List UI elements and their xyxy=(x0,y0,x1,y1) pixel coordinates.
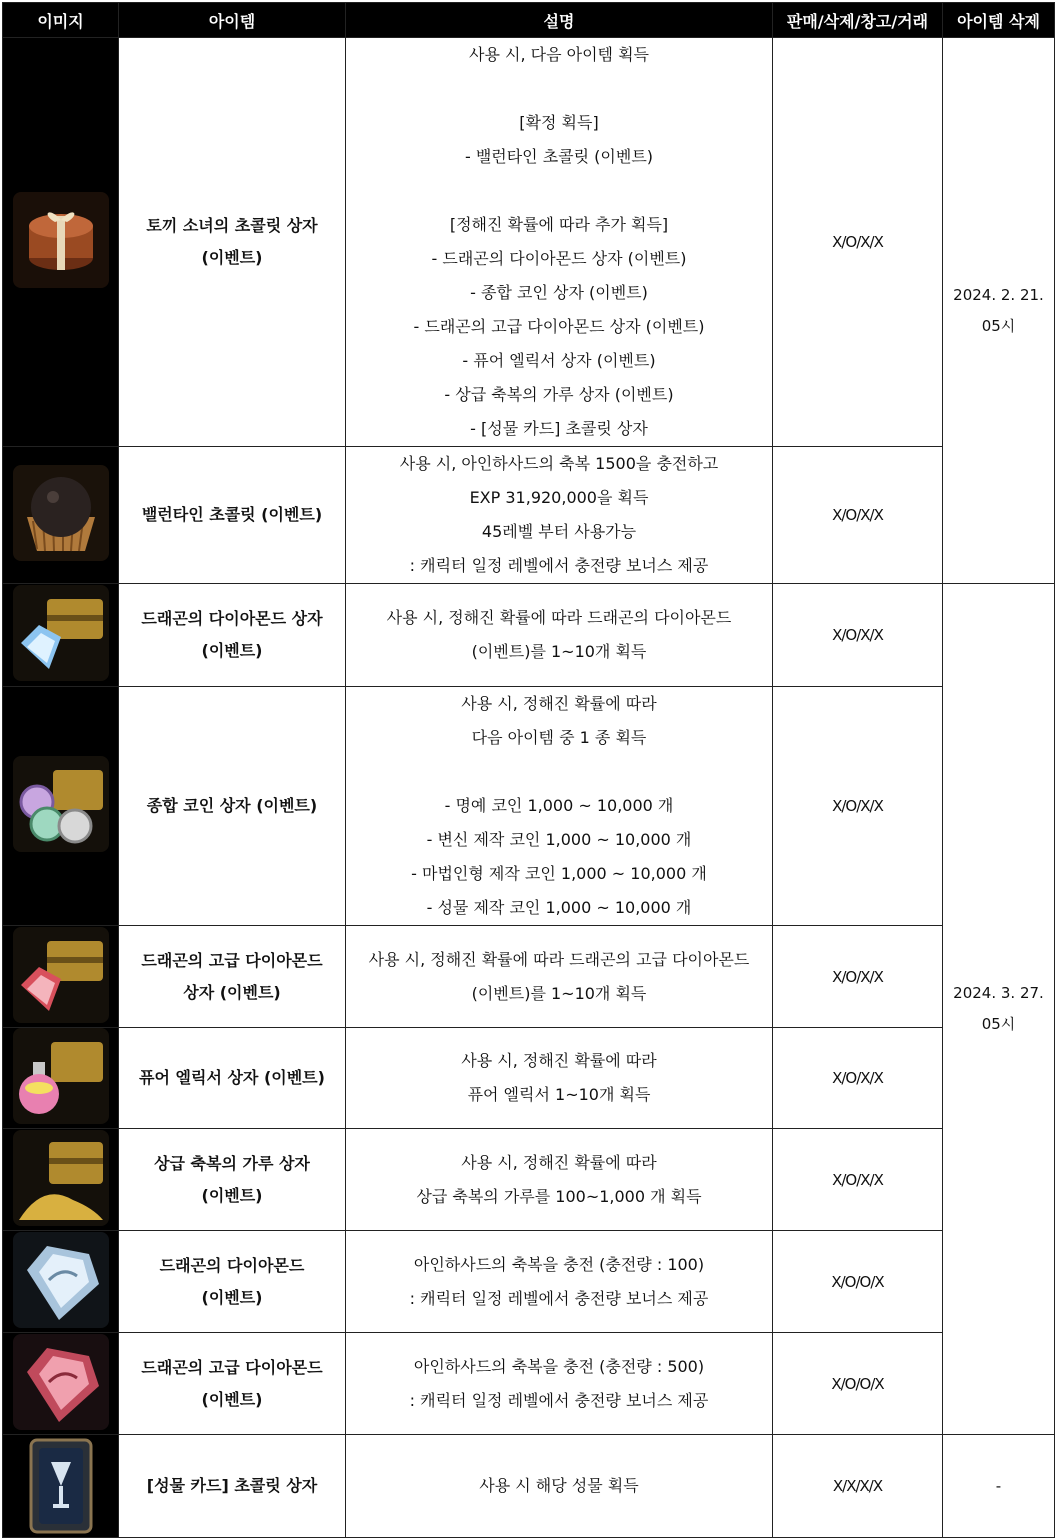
table-row xyxy=(3,1333,1055,1435)
description-line: - 퓨어 엘릭서 상자 (이벤트) xyxy=(462,351,656,370)
description-line: - 상급 축복의 가루 상자 (이벤트) xyxy=(444,385,674,404)
description-cell xyxy=(346,447,773,584)
description-cell xyxy=(346,1333,773,1435)
description-cell xyxy=(346,926,773,1028)
header-image: 이미지 xyxy=(3,3,119,38)
description-line: - [성물 카드] 초콜릿 상자 xyxy=(470,419,648,438)
description-line: 사용 시, 다음 아이템 획득 xyxy=(469,45,649,64)
item-name: 상자 (이벤트) xyxy=(183,982,281,1002)
description-line: (이벤트)를 1~10개 획득 xyxy=(471,642,647,661)
header-item: 아이템 xyxy=(119,3,346,38)
description-line xyxy=(346,72,772,106)
item-name-cell xyxy=(119,687,346,926)
flags-cell: X/O/X/X xyxy=(773,38,943,447)
item-name-cell xyxy=(119,1129,346,1231)
table-row xyxy=(3,926,1055,1028)
dragon-high-diamond-chest-icon xyxy=(13,927,109,1023)
image-cell xyxy=(3,447,119,584)
description-line: 다음 아이템 중 1 종 획득 xyxy=(471,728,647,747)
table-row xyxy=(3,584,1055,687)
flags-cell: X/O/X/X xyxy=(773,687,943,926)
flags-cell: X/O/X/X xyxy=(773,447,943,584)
description-cell xyxy=(346,1129,773,1231)
header-row xyxy=(3,3,1055,38)
flags-cell: X/X/X/X xyxy=(773,1435,943,1538)
flags-cell: X/O/O/X xyxy=(773,1333,943,1435)
blessing-powder-chest-icon xyxy=(13,1130,109,1226)
description-cell xyxy=(346,1435,773,1538)
description-line: : 캐릭터 일정 레벨에서 충전량 보너스 제공 xyxy=(409,1288,709,1308)
item-name: 상급 축복의 가루 상자 xyxy=(154,1153,310,1173)
delete-time: 05시 xyxy=(981,316,1016,335)
description-cell xyxy=(346,38,773,447)
item-name: 드래곤의 고급 다이아몬드 xyxy=(141,950,323,970)
description-line: 사용 시, 정해진 확률에 따라 드래곤의 고급 다이아몬드 xyxy=(368,949,750,969)
description-line: - 마법인형 제작 코인 1,000 ~ 10,000 개 xyxy=(411,864,707,883)
item-name: (이벤트) xyxy=(201,1287,263,1307)
table-row xyxy=(3,447,1055,584)
item-name: 토끼 소녀의 초콜릿 상자 xyxy=(146,216,318,235)
item-name: (이벤트) xyxy=(201,1389,263,1409)
description-line: 상급 축복의 가루를 100~1,000 개 획득 xyxy=(416,1186,702,1206)
flags-cell: X/O/X/X xyxy=(773,926,943,1028)
item-name-cell xyxy=(119,1231,346,1333)
delete-date-cell xyxy=(943,1435,1055,1538)
item-name-cell xyxy=(119,584,346,687)
description-line: - 변신 제작 코인 1,000 ~ 10,000 개 xyxy=(426,830,692,849)
dragon-diamond-chest-icon xyxy=(13,585,109,681)
table-row xyxy=(3,1129,1055,1231)
description-cell xyxy=(346,687,773,926)
delete-date: - xyxy=(995,1476,1002,1495)
image-cell xyxy=(3,926,119,1028)
description-line: 사용 시, 정해진 확률에 따라 드래곤의 다이아몬드 xyxy=(386,608,732,627)
item-name: (이벤트) xyxy=(201,1185,263,1205)
table-row xyxy=(3,1435,1055,1538)
image-cell xyxy=(3,687,119,926)
chocolate-truffle-icon xyxy=(13,465,109,561)
image-cell xyxy=(3,1129,119,1231)
item-table xyxy=(2,2,1055,1538)
delete-date-cell xyxy=(943,38,1055,584)
description-line: - 종합 코인 상자 (이벤트) xyxy=(470,283,648,302)
item-name: 드래곤의 다이아몬드 xyxy=(159,1255,305,1275)
description-cell xyxy=(346,584,773,687)
header-description: 설명 xyxy=(346,3,773,38)
description-line: 사용 시, 정해진 확률에 따라 xyxy=(461,1051,657,1070)
flags-cell: X/O/X/X xyxy=(773,1129,943,1231)
delete-time: 05시 xyxy=(981,1015,1016,1033)
description-line: EXP 31,920,000을 획득 xyxy=(469,488,649,507)
delete-date: 2024. 3. 27. xyxy=(953,984,1044,1002)
image-cell xyxy=(3,1435,119,1538)
description-line: 아인하사드의 축복을 충전 (충전량 : 500) xyxy=(413,1356,705,1376)
item-name: (이벤트) xyxy=(201,641,263,660)
dragon-high-diamond-icon xyxy=(13,1334,109,1430)
item-name-cell xyxy=(119,38,346,447)
description-cell xyxy=(346,1231,773,1333)
item-name: 종합 코인 상자 (이벤트) xyxy=(146,796,318,815)
item-name: (이벤트) xyxy=(201,248,263,267)
header-delete-date: 아이템 삭제 xyxy=(943,3,1055,38)
delete-date: 2024. 2. 21. xyxy=(953,285,1044,304)
item-name-cell xyxy=(119,447,346,584)
header-flags: 판매/삭제/창고/거래 xyxy=(773,3,943,38)
relic-card-chocolate-chest-icon xyxy=(29,1438,93,1534)
item-name: 드래곤의 고급 다이아몬드 xyxy=(141,1357,323,1377)
description-line xyxy=(346,755,772,789)
description-line: (이벤트)를 1~10개 획득 xyxy=(471,983,647,1003)
description-line: 퓨어 엘릭서 1~10개 획득 xyxy=(467,1085,651,1104)
item-name-cell xyxy=(119,1028,346,1129)
gift-box-icon xyxy=(13,192,109,288)
description-cell xyxy=(346,1028,773,1129)
elixir-chest-icon xyxy=(13,1028,109,1124)
table-row xyxy=(3,38,1055,447)
image-cell xyxy=(3,1333,119,1435)
description-line: : 캐릭터 일정 레벨에서 충전량 보너스 제공 xyxy=(409,556,709,575)
image-cell xyxy=(3,1028,119,1129)
description-line: 아인하사드의 축복을 충전 (충전량 : 100) xyxy=(413,1254,705,1274)
item-name: 밸런타인 초콜릿 (이벤트) xyxy=(141,505,323,524)
description-line: 사용 시, 아인하사드의 축복 1500을 충전하고 xyxy=(399,454,719,473)
description-line: [확정 획득] xyxy=(519,113,599,132)
description-line: 45레벨 부터 사용가능 xyxy=(481,522,637,541)
description-line: - 성물 제작 코인 1,000 ~ 10,000 개 xyxy=(426,898,692,917)
dragon-diamond-icon xyxy=(13,1232,109,1328)
table-row xyxy=(3,687,1055,926)
image-cell xyxy=(3,1231,119,1333)
image-cell xyxy=(3,584,119,687)
description-line: - 명예 코인 1,000 ~ 10,000 개 xyxy=(444,796,674,815)
description-line: - 드래곤의 다이아몬드 상자 (이벤트) xyxy=(431,249,687,268)
flags-cell: X/O/X/X xyxy=(773,1028,943,1129)
description-line: - 드래곤의 고급 다이아몬드 상자 (이벤트) xyxy=(413,317,705,336)
item-name-cell xyxy=(119,1333,346,1435)
description-line: - 밸런타인 초콜릿 (이벤트) xyxy=(464,147,654,166)
flags-cell: X/O/O/X xyxy=(773,1231,943,1333)
item-name-cell xyxy=(119,926,346,1028)
description-line: 사용 시, 정해진 확률에 따라 xyxy=(461,694,657,713)
item-name: [성물 카드] 초콜릿 상자 xyxy=(146,1476,318,1495)
item-name: 드래곤의 다이아몬드 상자 xyxy=(141,609,323,628)
item-name-cell xyxy=(119,1435,346,1538)
description-line: [정해진 확률에 따라 추가 획득] xyxy=(449,215,669,234)
coin-chest-icon xyxy=(13,756,109,852)
table-row xyxy=(3,1231,1055,1333)
image-cell xyxy=(3,38,119,447)
description-line: : 캐릭터 일정 레벨에서 충전량 보너스 제공 xyxy=(409,1390,709,1410)
delete-date-cell xyxy=(943,584,1055,1435)
description-line: 사용 시, 정해진 확률에 따라 xyxy=(461,1152,657,1172)
description-line: 사용 시 해당 성물 획득 xyxy=(479,1476,639,1495)
table-row xyxy=(3,1028,1055,1129)
description-line xyxy=(346,174,772,208)
item-name: 퓨어 엘릭서 상자 (이벤트) xyxy=(139,1068,325,1087)
flags-cell: X/O/X/X xyxy=(773,584,943,687)
